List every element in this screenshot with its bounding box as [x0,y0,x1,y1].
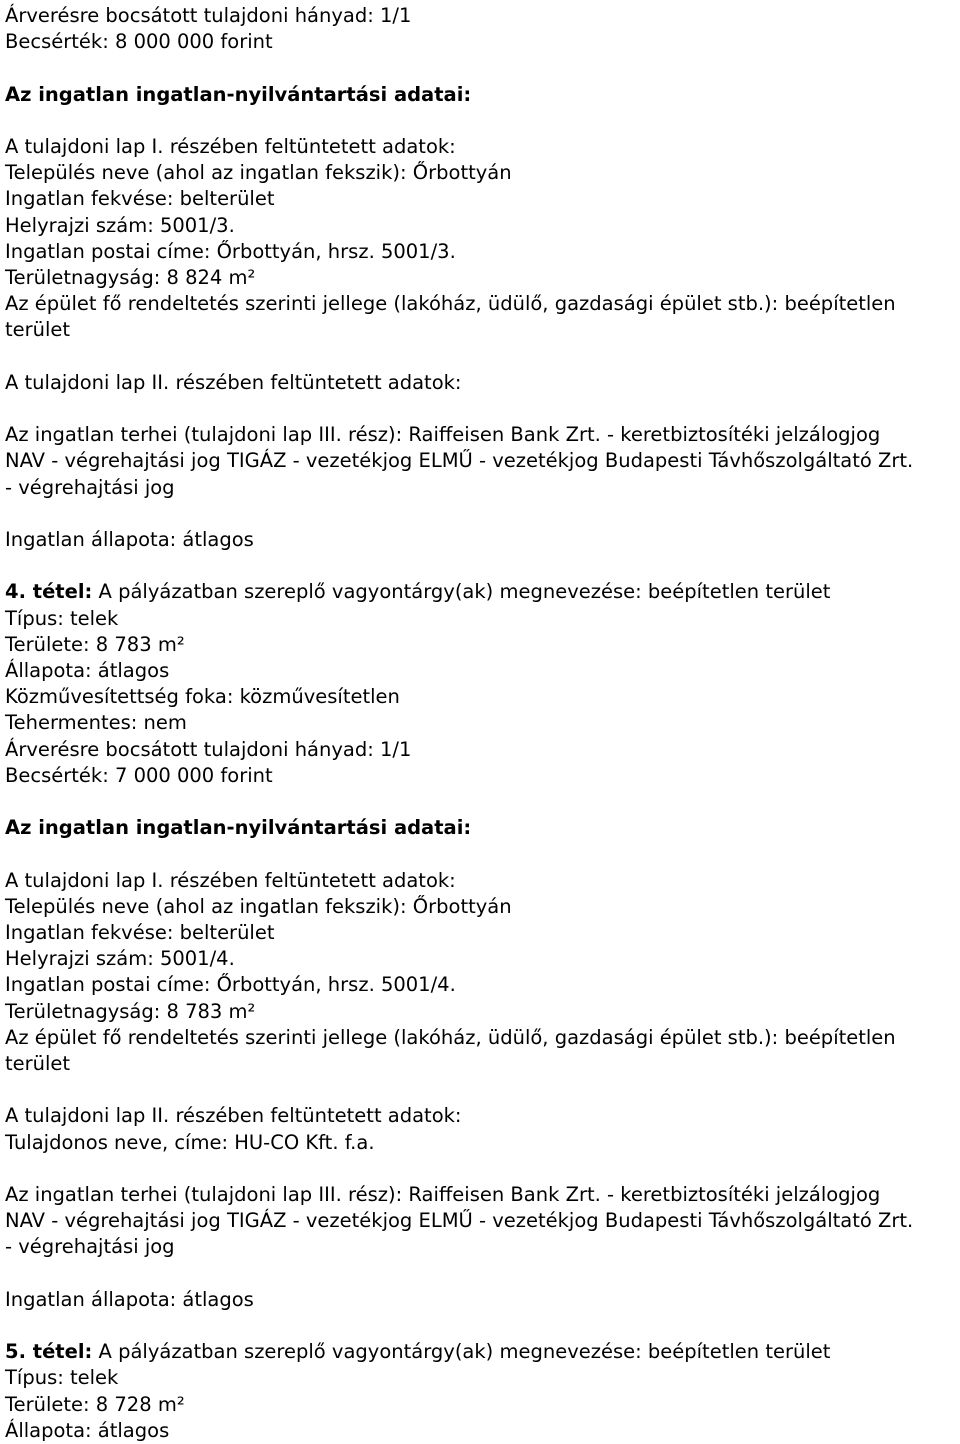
address-line: Ingatlan postai címe: Őrbottyán, hrsz. 5001/3. [5,239,456,263]
burdens-line: - végrehajtási jog [5,1235,175,1259]
owner-line: Tulajdonos neve, címe: HU-CO Kft. f.a. [5,1130,375,1154]
unencumbered-line: Tehermentes: nem [5,711,187,735]
condition-line: Ingatlan állapota: átlagos [5,527,254,551]
building-line-cont: terület [5,1052,71,1075]
item-label: 4. tétel: [5,580,93,604]
burdens-line: NAV - végrehajtási jog TIGÁZ - vezetékjog ELMŰ - vezetékjog Budapesti Távhőszolgáltató Zrt. [5,449,914,473]
burdens-line: NAV - végrehajtási jog TIGÁZ - vezetékjog ELMŰ - vezetékjog Budapesti Távhőszolgáltató Zrt. [5,1209,914,1233]
burdens-line: Az ingatlan terhei (tulajdoni lap III. rész): Raiffeisen Bank Zrt. - keretbiztosítéki jelzálogjog [5,1182,881,1206]
state-line: Állapota: átlagos [5,658,170,682]
item-name: A pályázatban szereplő vagyontárgy(ak) megnevezése: beépítetlen terület [92,580,831,604]
item-4-title [5,579,960,605]
parcel-line: Helyrajzi szám: 5001/3. [5,213,235,237]
area-line: Területe: 8 783 m² [5,632,185,656]
settlement-line: Település neve (ahol az ingatlan fekszik): Őrbottyán [5,161,512,185]
building-line-cont: terület [5,318,71,342]
area-line: Területnagyság: 8 783 m² [5,999,256,1023]
value-line: Becsérték: 8 000 000 forint [5,30,273,54]
registry-heading: Az ingatlan ingatlan-nyilvántartási adatai: [5,82,472,106]
registry-heading: Az ingatlan ingatlan-nyilvántartási adatai: [5,816,472,840]
location-line: Ingatlan fekvése: belterület [5,920,275,944]
part1-title: A tulajdoni lap I. részében feltüntetett adatok: [5,134,456,158]
item-5-title [5,1339,960,1365]
building-line: Az épület fő rendeltetés szerinti jellege (lakóház, üdülő, gazdasági épület stb.): beépítetlen [5,292,896,316]
area-line: Területnagyság: 8 824 m² [5,266,256,289]
type-line: Típus: telek [5,1366,119,1390]
building-line: Az épület fő rendeltetés szerinti jellege (lakóház, üdülő, gazdasági épület stb.): beépítetlen [5,1025,896,1049]
burdens-line: Az ingatlan terhei (tulajdoni lap III. rész): Raiffeisen Bank Zrt. - keretbiztosítéki jelzálogjog [5,423,881,447]
part2-title: A tulajdoni lap II. részében feltüntetett adatok: [5,370,462,394]
settlement-line: Település neve (ahol az ingatlan fekszik): Őrbottyán [5,894,512,918]
location-line: Ingatlan fekvése: belterület [5,187,275,211]
share-line: Árverésre bocsátott tulajdoni hányad: 1/1 [5,737,412,761]
type-line: Típus: telek [5,606,119,630]
part1-title: A tulajdoni lap I. részében feltüntetett adatok: [5,868,456,892]
area-line: Területe: 8 728 m² [5,1392,185,1416]
parcel-line: Helyrajzi szám: 5001/4. [5,947,235,971]
value-line: Becsérték: 7 000 000 forint [5,763,273,787]
burdens-line: - végrehajtási jog [5,475,175,499]
utilities-line: Közművesítettség foka: közművesítetlen [5,685,400,709]
state-line: Állapota: átlagos [5,1418,170,1442]
item-name: A pályázatban szereplő vagyontárgy(ak) megnevezése: beépítetlen terület [92,1340,831,1364]
condition-line: Ingatlan állapota: átlagos [5,1287,254,1311]
address-line: Ingatlan postai címe: Őrbottyán, hrsz. 5001/4. [5,973,456,997]
share-line: Árverésre bocsátott tulajdoni hányad: 1/1 [5,4,412,27]
part2-title: A tulajdoni lap II. részében feltüntetett adatok: [5,1104,462,1128]
item-label: 5. tétel: [5,1340,93,1364]
